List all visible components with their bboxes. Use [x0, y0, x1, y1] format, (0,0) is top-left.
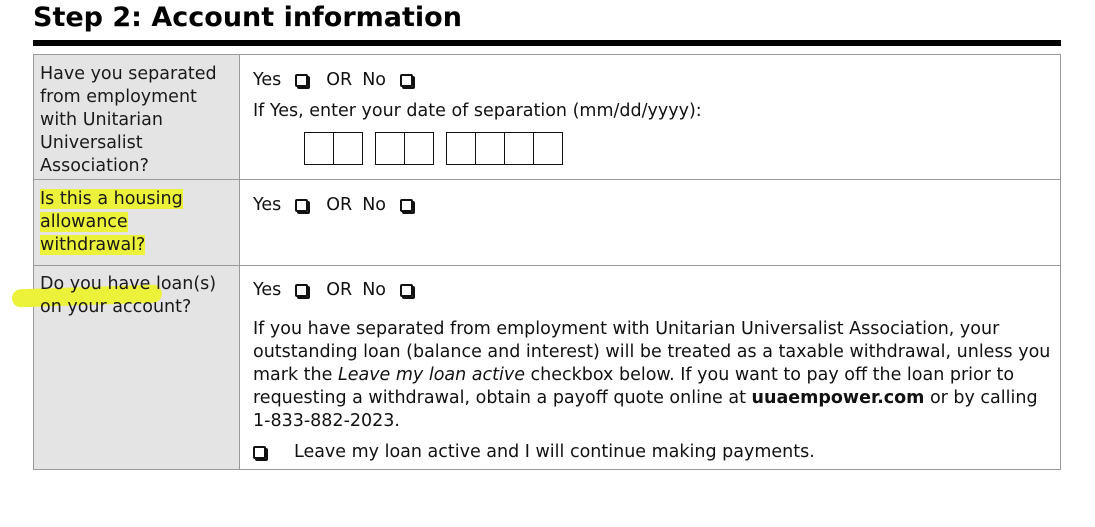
- account-info-table: [33, 54, 1061, 470]
- loan-text-part: checkbox below. If you want to pay off the loan prior to requesting a withdrawal, obtain a payoff quote online at: [253, 365, 1015, 408]
- or-label: OR: [326, 280, 353, 300]
- month-boxes: [304, 132, 363, 165]
- no-label: No: [362, 280, 386, 300]
- separation-date-prompt: If Yes, enter your date of separation (mm/dd/yyyy):: [253, 101, 702, 121]
- leave-loan-active-label: Leave my loan active and I will continue making payments.: [294, 442, 815, 462]
- date-digit-box[interactable]: [304, 132, 334, 165]
- loan-text-part: If you have separated from employment with Unitarian Universalist Association, your outstanding loan (balance and interest) will be treated as a taxable withdrawal, unless you mark the: [253, 319, 1051, 385]
- date-digit-box[interactable]: [533, 132, 563, 165]
- row-divider: [34, 179, 1060, 180]
- yes-checkbox[interactable]: [295, 284, 308, 297]
- yes-label: Yes: [253, 280, 282, 300]
- date-digit-box[interactable]: [446, 132, 476, 165]
- highlighted-text: Is this a housing allowance withdrawal?: [40, 189, 183, 255]
- answer-row-housing: [253, 194, 417, 217]
- or-label: OR: [326, 70, 353, 90]
- date-digit-box[interactable]: [333, 132, 363, 165]
- date-digit-box[interactable]: [475, 132, 505, 165]
- no-checkbox[interactable]: [400, 284, 413, 297]
- loan-text-part: or by calling 1-833-882-2023.: [253, 388, 1038, 431]
- question-label-housing: [40, 188, 236, 257]
- date-digit-box[interactable]: [404, 132, 434, 165]
- website-link-text: uuaempower.com: [751, 388, 925, 408]
- no-checkbox[interactable]: [400, 74, 413, 87]
- no-checkbox[interactable]: [400, 199, 413, 212]
- yes-label: Yes: [253, 70, 282, 90]
- no-label: No: [362, 70, 386, 90]
- yes-label: Yes: [253, 195, 282, 215]
- yes-checkbox[interactable]: [295, 74, 308, 87]
- date-digit-box[interactable]: [504, 132, 534, 165]
- yes-checkbox[interactable]: [295, 199, 308, 212]
- page-title: Step 2: Account information: [33, 2, 462, 33]
- answer-row-loans: [253, 279, 417, 302]
- title-rule: [33, 40, 1061, 46]
- leave-loan-active-row: [253, 441, 815, 464]
- leave-loan-active-checkbox[interactable]: [253, 446, 266, 459]
- no-label: No: [362, 195, 386, 215]
- separation-date-input: [304, 132, 575, 165]
- day-boxes: [375, 132, 434, 165]
- answer-row-separated: [253, 69, 417, 92]
- or-label: OR: [326, 195, 353, 215]
- date-digit-box[interactable]: [375, 132, 405, 165]
- loan-text-italic: Leave my loan active: [337, 365, 525, 385]
- loan-explanation: [253, 318, 1053, 433]
- year-boxes: [446, 132, 563, 165]
- row-divider: [34, 265, 1060, 266]
- question-label-loans: Do you have loan(s) on your account?: [40, 274, 217, 317]
- question-label-separated: Have you separated from employment with Unitarian Universalist Association?: [40, 64, 217, 176]
